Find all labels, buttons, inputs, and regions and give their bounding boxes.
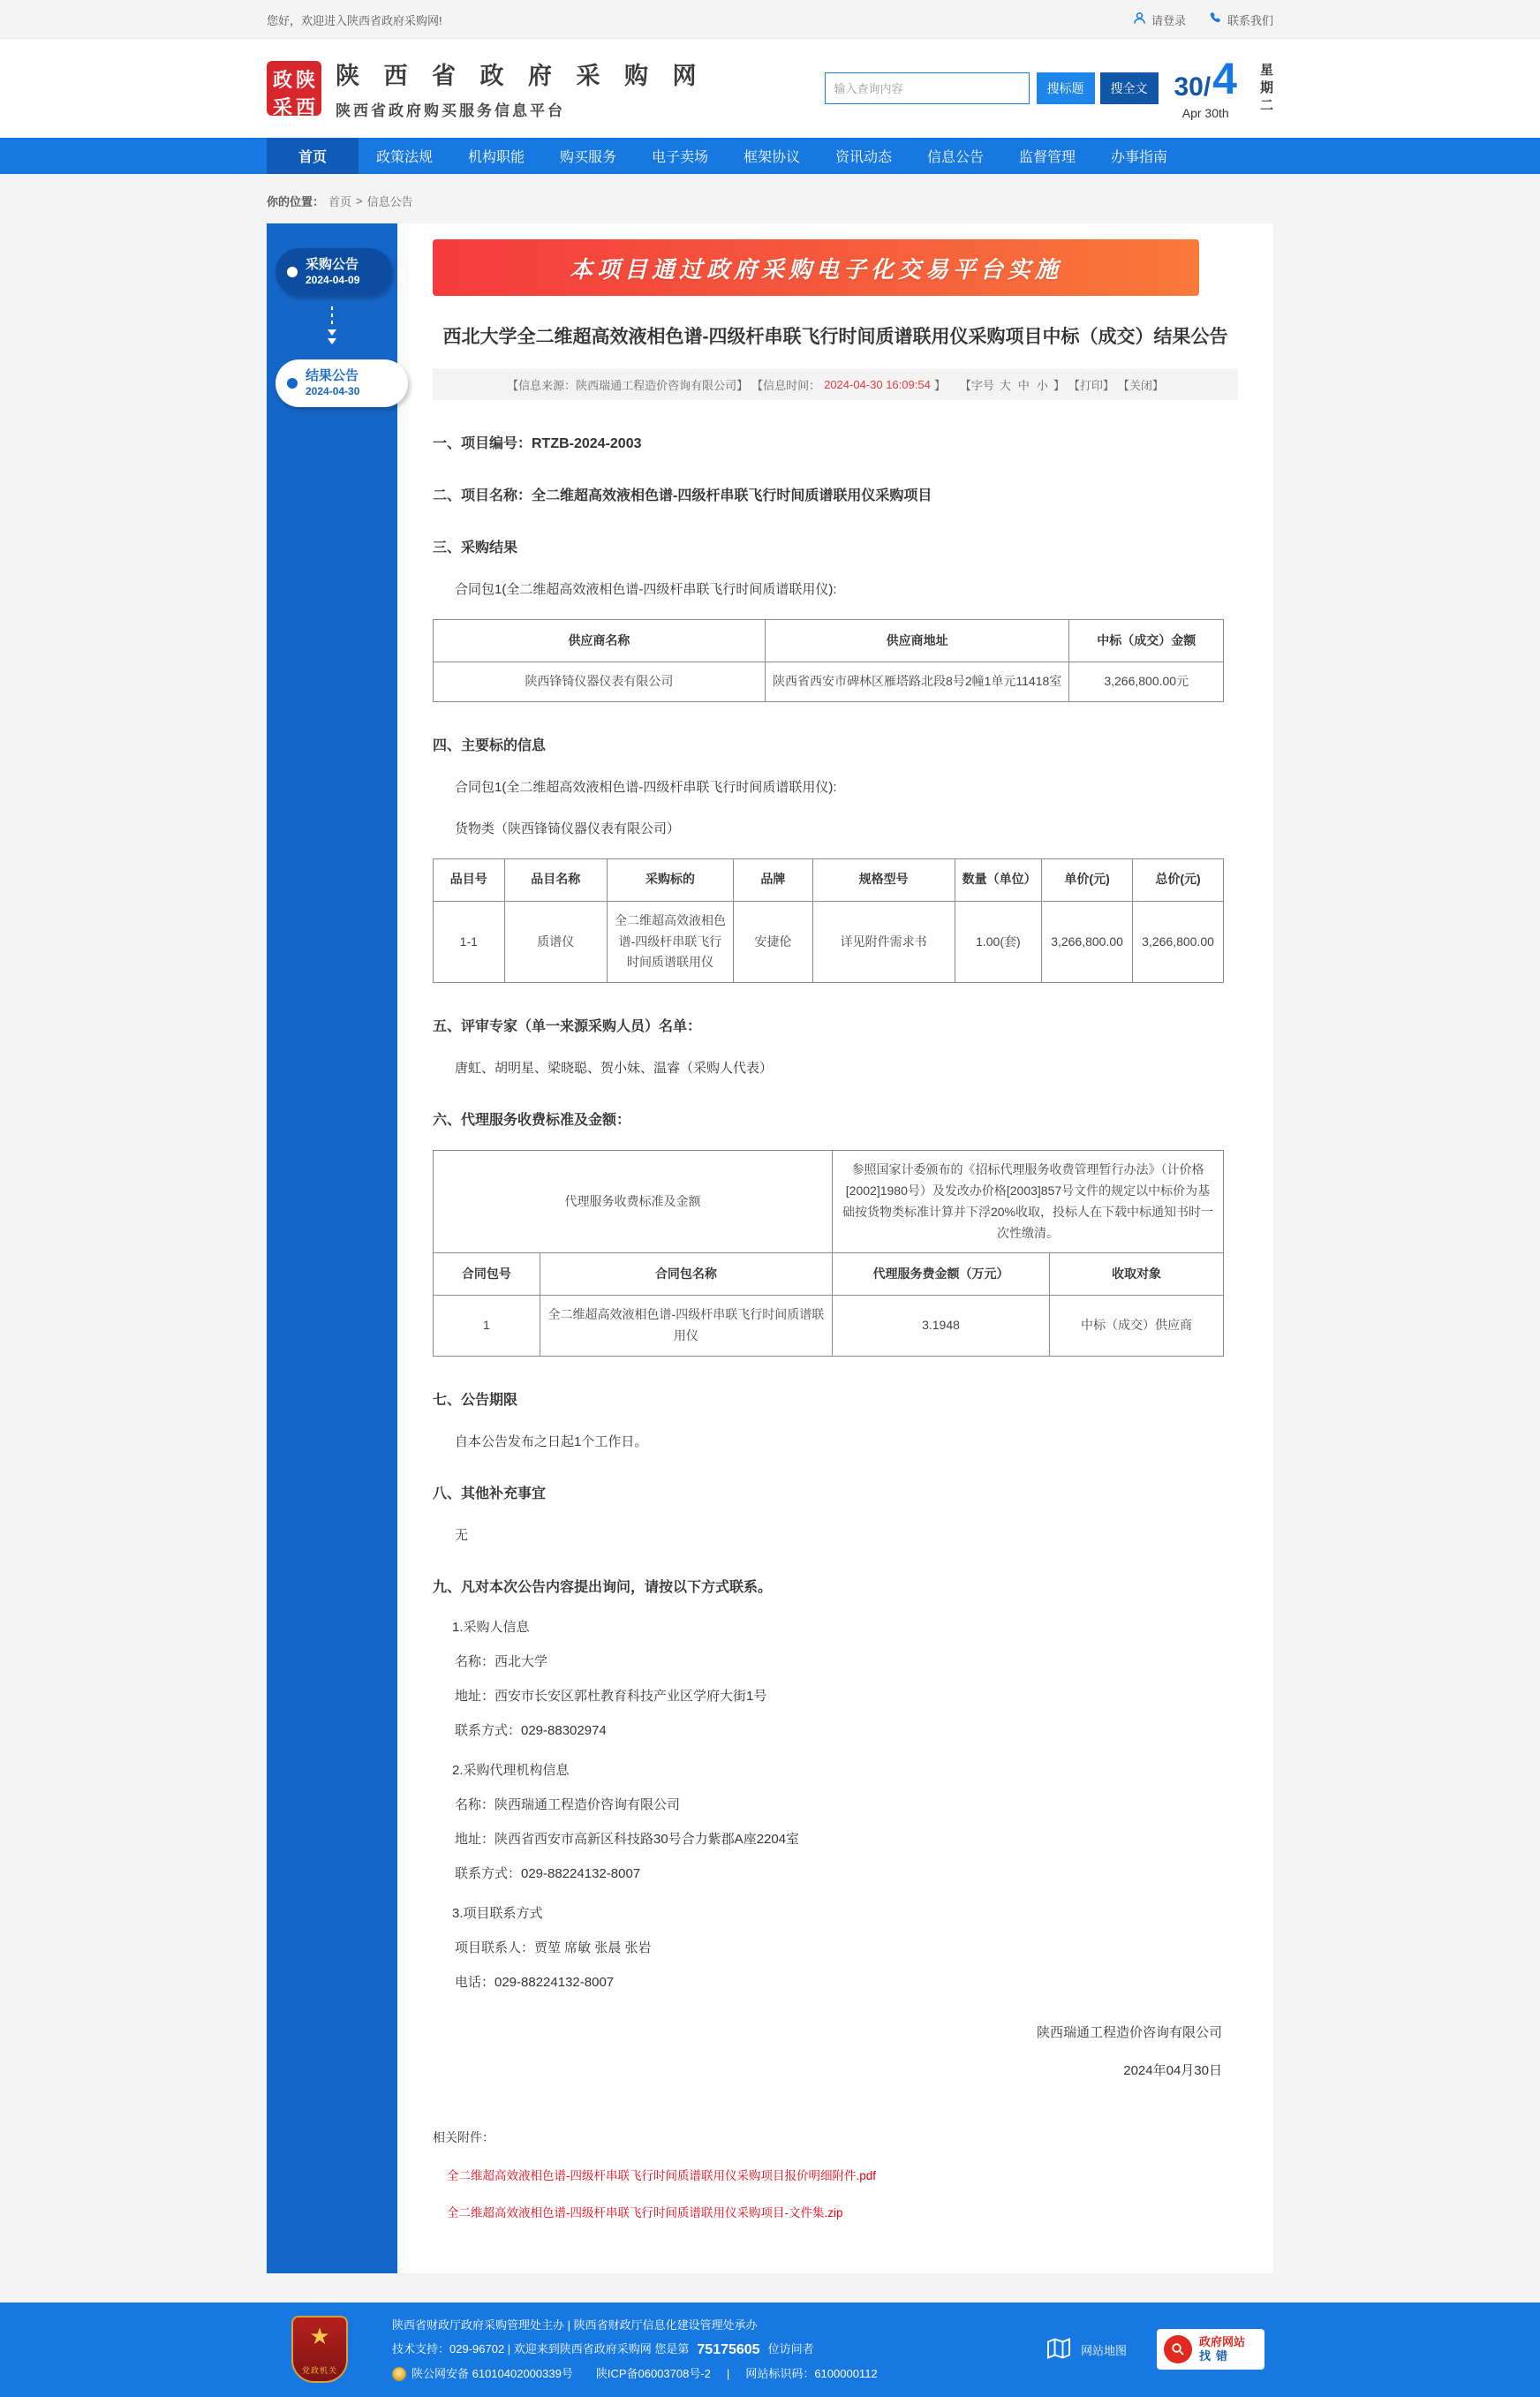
badge-line1: 政府网站 <box>1199 2334 1246 2348</box>
section-other-matters: 八、其他补充事宜 <box>433 1486 547 1501</box>
weekday-label: 星 期 二 <box>1259 62 1273 114</box>
step-title: 采购公告 <box>306 257 359 273</box>
visitor-count: 75175605 <box>697 2341 760 2357</box>
item-name: 质谱仪 <box>504 901 607 982</box>
footer-support-pre: 技术支持：029-96702 | 欢迎来到陕西省政府采购网 您是第 <box>392 2342 690 2356</box>
step-procurement-announcement[interactable] <box>276 248 392 296</box>
nav-item-news[interactable]: 资讯动态 <box>834 150 892 165</box>
meta-time-close: 】 <box>933 378 946 392</box>
meta-fontsize-close: 】 <box>1053 378 1065 392</box>
meta-time-value: 2024-04-30 16:09:54 <box>824 377 931 391</box>
attachment-pdf-link[interactable]: 全二维超高效液相色谱-四级杆串联飞行时间质谱联用仪采购项目报价明细附件.pdf <box>447 2168 877 2182</box>
date-english: Apr 30th <box>1181 106 1229 120</box>
nav-item-purchase-services[interactable]: 购买服务 <box>559 150 616 165</box>
font-size-medium-link[interactable]: 中 <box>1017 378 1030 392</box>
supplier-result-table <box>433 619 1224 702</box>
subject-detail-table <box>433 858 1224 983</box>
step-title: 结果公告 <box>306 368 359 384</box>
signature-company: 陕西瑞通工程造价咨询有限公司 <box>1036 2024 1222 2040</box>
step-dot <box>287 267 298 277</box>
footer-support-line <box>392 2341 878 2358</box>
timeline-arrow-icon <box>267 296 397 359</box>
logo-char: 采 <box>272 96 292 118</box>
signature-date: 2024年04月30日 <box>1123 2062 1222 2078</box>
site-logo[interactable] <box>267 61 321 116</box>
icp-registration[interactable]: 陕ICP备06003708号-2 <box>595 2367 711 2381</box>
nav-item-supervision[interactable]: 监督管理 <box>1018 150 1076 165</box>
sitemap-link[interactable] <box>1046 2336 1127 2363</box>
quantity: 1.00(套) <box>955 901 1041 982</box>
nav-item-policies[interactable]: 政策法规 <box>375 150 433 165</box>
site-footer <box>0 2302 1540 2397</box>
star-icon: ★ <box>309 2323 330 2350</box>
meta-time-open: 【信息时间： <box>751 378 821 392</box>
nav-item-functions[interactable]: 机构职能 <box>467 150 525 165</box>
unit-price: 3,266,800.00 <box>1042 901 1133 982</box>
section-procurement-result: 三、采购结果 <box>433 541 518 556</box>
agency-address: 地址：陕西省西安市高新区科技路30号合力紫郡A座2204室 <box>455 1831 800 1847</box>
welcome-text: 您好，欢迎进入陕西省政府采购网! <box>267 13 442 27</box>
meta-source: 【信息来源：陕西瑞通工程造价咨询有限公司】 <box>507 378 749 392</box>
attachments-label: 相关附件： <box>433 2129 494 2144</box>
section-announcement-period: 七、公告期限 <box>433 1392 518 1408</box>
font-size-large-link[interactable]: 大 <box>999 378 1011 392</box>
col-award-amount: 中标（成交）金额 <box>1069 620 1224 662</box>
fee-standard-description: 参照国家计委颁布的《招标代理服务收费管理暂行办法》（计价格[2002]1980号）及发改办价格[2003]857号文件的规定以中标价为基础按货物类标准计算并下浮20%收取，投标人在下载中标通知书时一次性缴清。 <box>832 1151 1223 1253</box>
col-package-no: 合同包号 <box>434 1253 540 1296</box>
search-input[interactable] <box>825 72 1030 104</box>
step-date: 2024-04-30 <box>306 384 360 397</box>
table-row <box>434 901 1224 982</box>
contact-link[interactable] <box>1209 11 1273 28</box>
emblem-label: 党政机关 <box>301 2366 337 2376</box>
footer-registration-line <box>392 2367 878 2381</box>
subject: 全二维超高效液相色谱-四级杆串联飞行时间质谱联用仪 <box>607 901 733 982</box>
logo-char: 西 <box>295 96 315 118</box>
step-dot <box>287 378 298 389</box>
date-widget <box>1174 54 1273 120</box>
nav-item-framework[interactable]: 框架协议 <box>743 150 800 165</box>
contract-package-line: 合同包1(全二维超高效液相色谱-四级杆串联飞行时间质谱联用仪): <box>455 582 837 597</box>
col-brand: 品牌 <box>734 858 813 901</box>
project-contact-title: 3.项目联系方式 <box>452 1905 543 1921</box>
user-icon <box>1133 11 1146 27</box>
supplier-address: 陕西省西安市碑林区雁塔路北段8号2幢1单元11418室 <box>765 662 1069 702</box>
agency-info-title: 2.采购代理机构信息 <box>452 1762 570 1778</box>
footer-organizer-line: 陕西省财政厅政府采购管理处主办 | 陕西省财政厅信息化建设管理处承办 <box>392 2318 758 2333</box>
phone-icon <box>1209 11 1222 27</box>
attachment-zip-link[interactable]: 全二维超高效液相色谱-四级杆串联飞行时间质谱联用仪采购项目-文件集.zip <box>447 2205 843 2219</box>
col-spec-model: 规格型号 <box>812 858 955 901</box>
section-project-name: 二、项目名称：全二维超高效液相色谱-四级杆串联飞行时间质谱联用仪采购项目 <box>433 488 932 503</box>
error-report-icon <box>1164 2335 1192 2363</box>
col-quantity: 数量（单位） <box>955 858 1041 901</box>
public-security-registration[interactable]: 陕公网安备 61010402000339号 <box>411 2367 573 2381</box>
font-size-small-link[interactable]: 小 <box>1036 378 1048 392</box>
close-link[interactable]: 【关闭】 <box>1117 378 1164 392</box>
article-meta-bar <box>433 368 1238 400</box>
other-matters-text: 无 <box>455 1527 469 1543</box>
announcement-timeline-sidebar <box>267 223 397 2273</box>
col-total-price: 总价(元) <box>1133 858 1224 901</box>
login-label: 请登录 <box>1151 13 1186 27</box>
section-contact-info: 九、凡对本次公告内容提出询问，请按以下方式联系。 <box>433 1579 773 1595</box>
col-item-no: 品目号 <box>434 858 505 901</box>
project-contacts: 项目联系人：贾堃 席敏 张晨 张岩 <box>455 1940 652 1955</box>
breadcrumb-home-link[interactable]: 首页 <box>328 195 352 208</box>
table-row <box>434 662 1224 702</box>
col-subject: 采购标的 <box>607 858 733 901</box>
breadcrumb-current[interactable]: 信息公告 <box>366 195 413 208</box>
breadcrumb-separator: > <box>356 194 363 208</box>
agency-name: 名称：陕西瑞通工程造价咨询有限公司 <box>455 1796 681 1812</box>
logo-char: 陕 <box>295 69 315 91</box>
footer-separator: | <box>726 2367 730 2381</box>
footer-support-post: 位访问者 <box>767 2342 814 2356</box>
police-badge-icon <box>392 2367 406 2381</box>
col-item-name: 品目名称 <box>504 858 607 901</box>
experts-list: 唐虹、胡明星、梁晓聪、贺小妹、温睿（采购人代表） <box>455 1061 774 1077</box>
article-title: 西北大学全二维超高效液相色谱-四级杆串联飞行时间质谱联用仪采购项目中标（成交）结果公告 <box>442 327 1228 347</box>
spec-model: 详见附件需求书 <box>812 901 955 982</box>
contract-package-line: 合同包1(全二维超高效液相色谱-四级杆串联飞行时间质谱联用仪): <box>455 779 837 795</box>
search-group <box>825 72 1159 104</box>
project-phone: 电话：029-88224132-8007 <box>455 1974 615 1990</box>
purchaser-name: 名称：西北大学 <box>455 1653 548 1669</box>
fee-payer: 中标（成交）供应商 <box>1050 1296 1224 1357</box>
purchaser-info-title: 1.采购人信息 <box>452 1619 530 1635</box>
fee-standard-label: 代理服务收费标准及金额 <box>434 1151 833 1253</box>
nav-item-guide[interactable]: 办事指南 <box>1110 150 1167 165</box>
col-fee-payer: 收取对象 <box>1050 1253 1224 1296</box>
item-no: 1-1 <box>434 901 505 982</box>
top-bar <box>0 0 1540 39</box>
website-error-report-badge[interactable] <box>1157 2329 1264 2370</box>
table-row <box>434 1296 1224 1357</box>
supplier-name: 陕西锋锜仪器仪表有限公司 <box>434 662 766 702</box>
login-link[interactable] <box>1133 11 1186 28</box>
col-fee-amount: 代理服务费金额（万元） <box>832 1253 1049 1296</box>
search-fulltext-button[interactable]: 搜全文 <box>1100 72 1159 104</box>
article-panel <box>397 223 1273 2273</box>
main-nav <box>0 138 1540 174</box>
date-day: 30/ <box>1174 72 1212 102</box>
total-price: 3,266,800.00 <box>1133 901 1224 982</box>
nav-item-e-marketplace[interactable]: 电子卖场 <box>651 150 708 165</box>
badge-line2: 找错 <box>1199 2349 1234 2363</box>
site-header <box>0 39 1540 138</box>
contact-label: 联系我们 <box>1227 13 1273 27</box>
agency-fee-table <box>433 1150 1224 1357</box>
step-result-announcement[interactable] <box>276 359 408 407</box>
site-subtitle: 陕西省政府购买服务信息平台 <box>336 102 565 119</box>
brand: 安捷伦 <box>734 901 813 982</box>
breadcrumb-label: 你的位置： <box>267 195 325 208</box>
col-unit-price: 单价(元) <box>1042 858 1133 901</box>
site-identification-code: 网站标识码：6100000112 <box>745 2367 878 2381</box>
section-main-subject-info: 四、主要标的信息 <box>433 737 547 753</box>
nav-item-announcements[interactable]: 信息公告 <box>926 150 984 165</box>
announcement-period-text: 自本公告发布之日起1个工作日。 <box>455 1433 648 1449</box>
col-package-name: 合同包名称 <box>540 1253 832 1296</box>
section-experts: 五、评审专家（单一来源采购人员）名单： <box>433 1019 702 1035</box>
package-no: 1 <box>434 1296 540 1357</box>
purchaser-address: 地址：西安市长安区郭杜教育科技产业区学府大街1号 <box>455 1688 767 1704</box>
col-supplier-name: 供应商名称 <box>434 620 766 662</box>
sitemap-icon <box>1046 2336 1072 2363</box>
breadcrumb <box>267 174 1273 223</box>
print-link[interactable]: 【打印】 <box>1068 378 1114 392</box>
fee-amount: 3.1948 <box>832 1296 1049 1357</box>
site-title: 陕 西 省 政 府 采 购 网 <box>336 63 706 89</box>
agency-phone: 联系方式：029-88224132-8007 <box>455 1865 641 1881</box>
signature-block <box>433 2023 1238 2079</box>
step-date: 2024-04-09 <box>306 273 360 286</box>
attachments-block <box>433 2129 1238 2220</box>
logo-char: 政 <box>272 69 292 91</box>
party-government-emblem <box>291 2316 348 2383</box>
section-project-number: 一、项目编号：RTZB-2024-2003 <box>433 436 642 451</box>
platform-banner <box>433 239 1199 296</box>
section-agency-fee: 六、代理服务收费标准及金额： <box>433 1113 631 1129</box>
award-amount: 3,266,800.00元 <box>1069 662 1224 702</box>
purchaser-phone: 联系方式：029-88302974 <box>455 1722 607 1738</box>
goods-category-line: 货物类（陕西锋锜仪器仪表有限公司） <box>455 820 681 836</box>
nav-item-home[interactable]: 首页 <box>267 138 359 174</box>
date-month: 4 <box>1212 54 1237 103</box>
banner-text: 本项目通过政府采购电子化交易平台实施 <box>569 255 1062 283</box>
package-name: 全二维超高效液相色谱-四级杆串联飞行时间质谱联用仪 <box>540 1296 832 1357</box>
meta-fontsize-open: 【字号 <box>959 378 994 392</box>
col-supplier-address: 供应商地址 <box>765 620 1069 662</box>
search-title-button[interactable]: 搜标题 <box>1037 72 1095 104</box>
sitemap-label: 网站地图 <box>1080 2343 1127 2357</box>
